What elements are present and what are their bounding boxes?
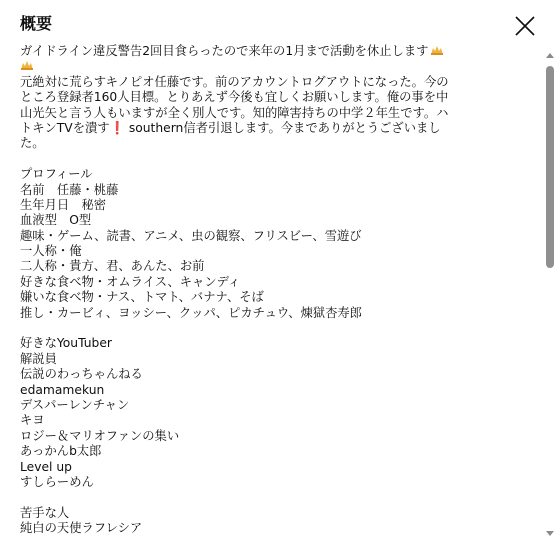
emoji-icon — [20, 59, 34, 71]
youtuber-line: キヨ — [20, 413, 45, 428]
dialog-header — [0, 0, 558, 44]
youtuber-line: あっかんb太郎 — [20, 444, 102, 459]
blank-line — [20, 152, 520, 167]
profile-line: 嫌いな食べ物・ナス、トマト、バナナ、そば — [20, 290, 264, 305]
description-line: ところ登録者160人目標。とりあえず今後も宜しくお願いします。俺の事を中 — [20, 90, 449, 105]
close-icon — [513, 14, 537, 38]
youtuber-line: すしらーめん — [20, 474, 94, 489]
youtuber-line: デスパーレンチャン — [20, 397, 130, 412]
description-line: トキンTVを潰す — [20, 120, 110, 135]
profile-line: 名前 任藤・桃藤 — [20, 182, 119, 197]
youtuber-line: edamamekun — [20, 382, 105, 397]
exclamation-mark: ❗ — [109, 120, 125, 135]
scrollbar-thumb[interactable] — [546, 66, 554, 268]
description-text — [20, 44, 520, 544]
description-line: ガイドライン違反警告2回目食らったので来年の1月まで活動を休止します — [20, 44, 429, 58]
youtuber-section — [20, 336, 520, 490]
youtuber-line: 解説員 — [20, 351, 57, 366]
profile-line: 二人称・貴方、君、あんた、お前 — [20, 259, 205, 274]
scroll-up-arrow-icon[interactable] — [546, 53, 554, 58]
profile-line: 血液型 O型 — [20, 213, 92, 228]
description-line: 山光矢と言う人もいますが全く別人です。知的障害持ちの中学２年生です。ハ — [20, 105, 449, 120]
emoji-icon — [430, 44, 444, 56]
description-line: southern信者引退します。今までありがとうございまし — [124, 120, 441, 135]
disliked-section — [20, 506, 520, 537]
description-line: た。 — [20, 136, 45, 151]
profile-line: 好きな食べ物・オムライス、キャンディ — [20, 274, 241, 289]
close-button[interactable] — [513, 14, 537, 38]
profile-line: 趣味・ゲーム、読書、アニメ、虫の観察、フリスビー、雪遊び — [20, 228, 362, 243]
youtuber-line: 好きなYouTuber — [20, 336, 112, 351]
blank-line — [20, 490, 520, 505]
disliked-line: 苦手な人 — [20, 505, 70, 520]
profile-line: 一人称・俺 — [20, 244, 82, 259]
profile-line: 推し・カービィ、ヨッシー、クッパ、ピカチュウ、煉獄杏寿郎 — [20, 305, 362, 320]
profile-line: プロフィール — [20, 167, 93, 182]
youtuber-line: Level up — [20, 459, 72, 474]
disliked-line: 純白の天使ラフレシア — [20, 521, 143, 536]
scrollbar[interactable] — [544, 44, 556, 544]
blank-line — [20, 321, 520, 336]
scroll-down-arrow-icon[interactable] — [546, 531, 554, 536]
youtuber-line: ロジー＆マリオファンの集い — [20, 428, 180, 443]
youtuber-line: 伝説のわっちゃんねる — [20, 367, 143, 382]
profile-line: 生年月日 秘密 — [20, 197, 107, 212]
dialog-title: 概要 — [20, 14, 53, 33]
description-line: 元絶対に荒らすキノピオ任藤です。前のアカウントログアウトになった。今の — [20, 74, 449, 89]
profile-section — [20, 167, 520, 321]
